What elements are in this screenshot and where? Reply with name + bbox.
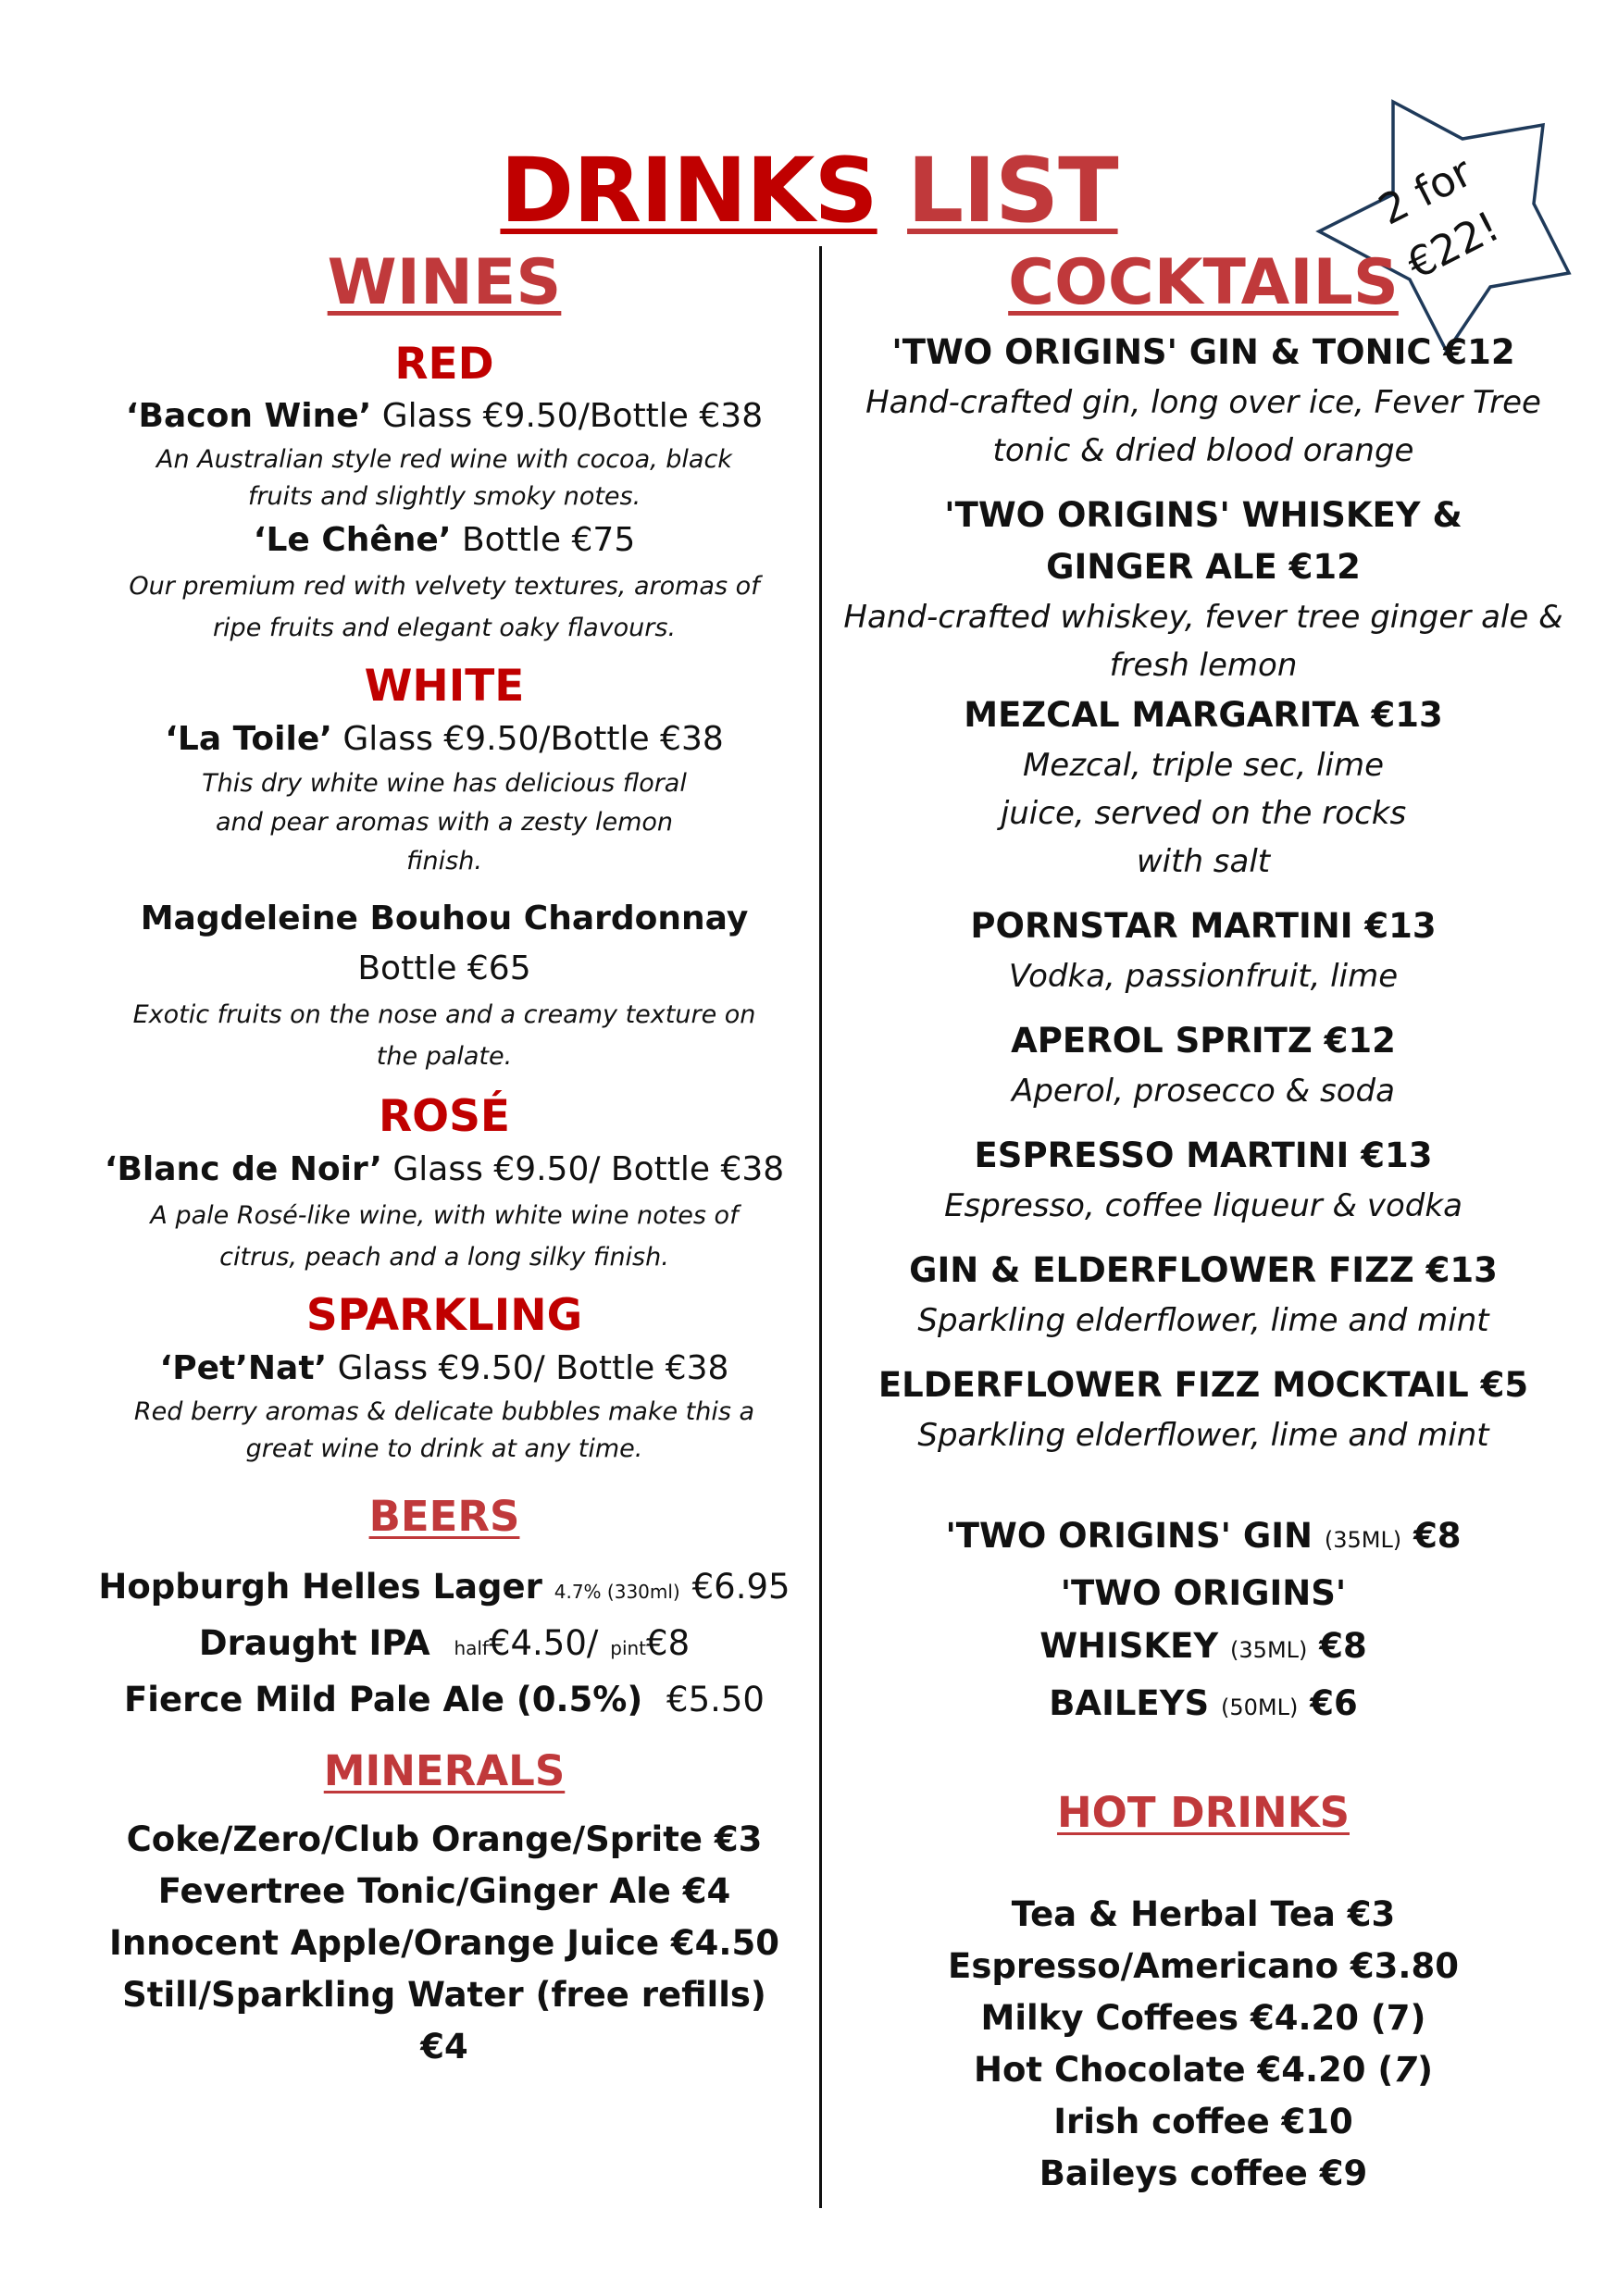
- red-heading: RED: [394, 338, 494, 390]
- beer-item: [93, 1674, 796, 1726]
- beer-name: Draught IPA: [198, 1622, 430, 1663]
- spirit-price: €8: [1319, 1625, 1367, 1666]
- hot-drink-item: Baileys coffee €9: [1039, 2153, 1368, 2193]
- wine-price: Glass €9.50/ Bottle €38: [381, 1149, 785, 1188]
- hot-drinks-heading: HOT DRINKS: [1057, 1787, 1350, 1837]
- cocktail-item: [838, 1130, 1569, 1230]
- cocktail-name: ESPRESSO MARTINI €13: [974, 1135, 1433, 1175]
- cocktail-item: [838, 1359, 1569, 1459]
- promo-line-2: €22!: [1399, 201, 1508, 290]
- cocktail-description: Sparkling elderflower, lime and mint: [917, 1301, 1489, 1339]
- title-word-drinks: DRINKS: [500, 139, 877, 242]
- mineral-item: Coke/Zero/Club Orange/Sprite €3: [126, 1818, 763, 1859]
- cocktail-item: [838, 327, 1569, 475]
- wine-description: Red berry aromas & delicate bubbles make this a great wine to drink at any time.: [133, 1396, 755, 1463]
- right-column: [838, 245, 1569, 2200]
- wine-name: Magdeleine Bouhou Chardonnay: [140, 900, 749, 938]
- spirit-size: (35ML): [1324, 1526, 1402, 1553]
- hot-drink-item: Milky Coffees €4.20 (7): [980, 1997, 1426, 2038]
- wine-item: [93, 894, 796, 994]
- beer-price: €5.50: [666, 1679, 765, 1719]
- hot-drink-item: Espresso/Americano €3.80: [948, 1945, 1459, 1986]
- red-section: [93, 338, 796, 650]
- cocktail-description: Vodka, passionfruit, lime: [1008, 957, 1399, 995]
- cocktail-name: 'TWO ORIGINS' WHISKEY & GINGER ALE €12: [944, 494, 1462, 587]
- beer-price: €6.95: [691, 1566, 790, 1607]
- wine-price: Glass €9.50/Bottle €38: [331, 720, 724, 759]
- half-price: €4.50/: [488, 1622, 599, 1663]
- wine-description: This dry white wine has delicious floral and pear aromas with a zesty lemon finish.: [202, 769, 687, 876]
- cocktail-description: Sparkling elderflower, lime and mint: [917, 1416, 1489, 1454]
- spirits-list: [838, 1509, 1569, 1734]
- wine-name: ‘Bacon Wine’: [125, 397, 372, 436]
- beers-heading: BEERS: [368, 1491, 520, 1541]
- spirit-name: 'TWO ORIGINS' WHISKEY: [1039, 1572, 1347, 1666]
- spirit-price: €6: [1310, 1682, 1358, 1723]
- cocktail-item: [838, 1015, 1569, 1115]
- cocktail-description: Espresso, coffee liqueur & vodka: [944, 1186, 1462, 1224]
- white-section: [93, 660, 796, 1077]
- beer-name: Fierce Mild Pale Ale (0.5%): [124, 1679, 643, 1719]
- wine-item: [93, 1145, 796, 1195]
- hot-drinks-section: [838, 1788, 1569, 2200]
- beer-item: [93, 1618, 796, 1674]
- hot-drink-item: Irish coffee €10: [1053, 2101, 1353, 2141]
- beers-section: [93, 1492, 796, 1726]
- sparkling-heading: SPARKLING: [305, 1289, 583, 1341]
- wine-price: Glass €9.50/Bottle €38: [371, 397, 764, 436]
- cocktail-name: APEROL SPRITZ €12: [1011, 1020, 1396, 1061]
- hot-drinks-list: [838, 1889, 1569, 2200]
- wine-name: ‘La Toile’: [165, 720, 332, 759]
- cocktail-name: ELDERFLOWER FIZZ MOCKTAIL €5: [877, 1364, 1529, 1405]
- cocktail-name: PORNSTAR MARTINI €13: [970, 905, 1437, 946]
- wine-description: Our premium red with velvety textures, aromas of ripe fruits and elegant oaky flavours.: [129, 572, 760, 643]
- wine-name: ‘Le Chêne’: [253, 521, 452, 560]
- pint-label: pint: [610, 1636, 647, 1659]
- pint-price: €8: [646, 1622, 691, 1663]
- cocktail-item: [838, 1245, 1569, 1345]
- hot-drink-item: [838, 2044, 1569, 2096]
- cocktail-item: [838, 490, 1569, 689]
- cocktail-item: [838, 900, 1569, 1000]
- spirit-name: 'TWO ORIGINS' GIN: [945, 1515, 1313, 1556]
- beer-name: Hopburgh Helles Lager: [98, 1566, 542, 1607]
- wine-item: [93, 391, 796, 441]
- column-divider: [819, 246, 822, 2208]
- wine-name: ‘Blanc de Noir’: [104, 1149, 382, 1188]
- promo-line-1: 2 for: [1371, 146, 1480, 235]
- wines-heading: WINES: [327, 246, 562, 319]
- beer-list: [93, 1561, 796, 1726]
- wine-description: Exotic fruits on the nose and a creamy texture on the palate.: [132, 1000, 756, 1072]
- cocktail-name: 'TWO ORIGINS' GIN & TONIC €12: [891, 331, 1515, 372]
- white-heading: WHITE: [364, 661, 525, 713]
- wine-price: Bottle €65: [357, 949, 531, 988]
- sparkling-section: [93, 1289, 796, 1468]
- beer-note: 4.7% (330ml): [554, 1580, 680, 1603]
- hot-drink-close: ): [1417, 2049, 1434, 2090]
- beer-item: [93, 1561, 796, 1618]
- spirit-name: BAILEYS: [1049, 1682, 1210, 1723]
- cocktail-description: Mezcal, triple sec, lime juice, served on the rocks with salt: [1000, 746, 1407, 880]
- rose-heading: ROSÉ: [378, 1091, 511, 1143]
- wine-price: Bottle €75: [451, 521, 636, 560]
- cocktail-description: Aperol, prosecco & soda: [1012, 1072, 1395, 1110]
- wine-item: [93, 1344, 796, 1394]
- spirit-item: [838, 1677, 1569, 1734]
- spirit-price: €8: [1413, 1515, 1462, 1556]
- left-column: [93, 245, 796, 2073]
- spirit-item: [838, 1567, 1569, 1677]
- wine-name: ‘Pet’Nat’: [159, 1348, 328, 1387]
- cocktail-item: [838, 689, 1569, 886]
- half-label: half: [454, 1636, 489, 1659]
- cocktail-name: GIN & ELDERFLOWER FIZZ €13: [909, 1249, 1498, 1290]
- hot-drink-item: Tea & Herbal Tea €3: [1011, 1893, 1396, 1934]
- title-word-list: LIST: [907, 139, 1118, 242]
- wine-item: [93, 714, 796, 764]
- spirit-size: (50ML): [1221, 1694, 1299, 1720]
- cocktail-name: MEZCAL MARGARITA €13: [964, 694, 1443, 735]
- rose-section: [93, 1090, 796, 1278]
- cocktail-list: [838, 327, 1569, 1459]
- wine-item: [93, 515, 796, 565]
- wine-price: Glass €9.50/ Bottle €38: [327, 1348, 729, 1387]
- spirit-size: (35ML): [1230, 1636, 1308, 1663]
- mineral-item: Innocent Apple/Orange Juice €4.50: [109, 1922, 779, 1963]
- cocktail-description: Hand-crafted gin, long over ice, Fever Tree tonic & dried blood orange: [865, 383, 1541, 469]
- hot-drink-note: 7: [1393, 2049, 1418, 2090]
- cocktail-description: Hand-crafted whiskey, fever tree ginger ale & fresh lemon: [843, 598, 1563, 684]
- minerals-section: [93, 1746, 796, 2073]
- minerals-list: [93, 1814, 796, 2073]
- mineral-item: Still/Sparkling Water (free refills) €4: [122, 1974, 766, 2066]
- wine-description: A pale Rosé-like wine, with white wine notes of citrus, peach and a long silky finish.: [150, 1200, 739, 1272]
- wine-description: An Australian style red wine with cocoa, black fruits and slightly smoky notes.: [156, 445, 732, 512]
- hot-drink-text: Hot Chocolate €4.20 (: [973, 2049, 1394, 2090]
- mineral-item: Fevertree Tonic/Ginger Ale €4: [157, 1870, 731, 1911]
- minerals-heading: MINERALS: [323, 1745, 566, 1795]
- cocktails-heading: COCKTAILS: [1008, 246, 1399, 319]
- spirit-item: [838, 1509, 1569, 1567]
